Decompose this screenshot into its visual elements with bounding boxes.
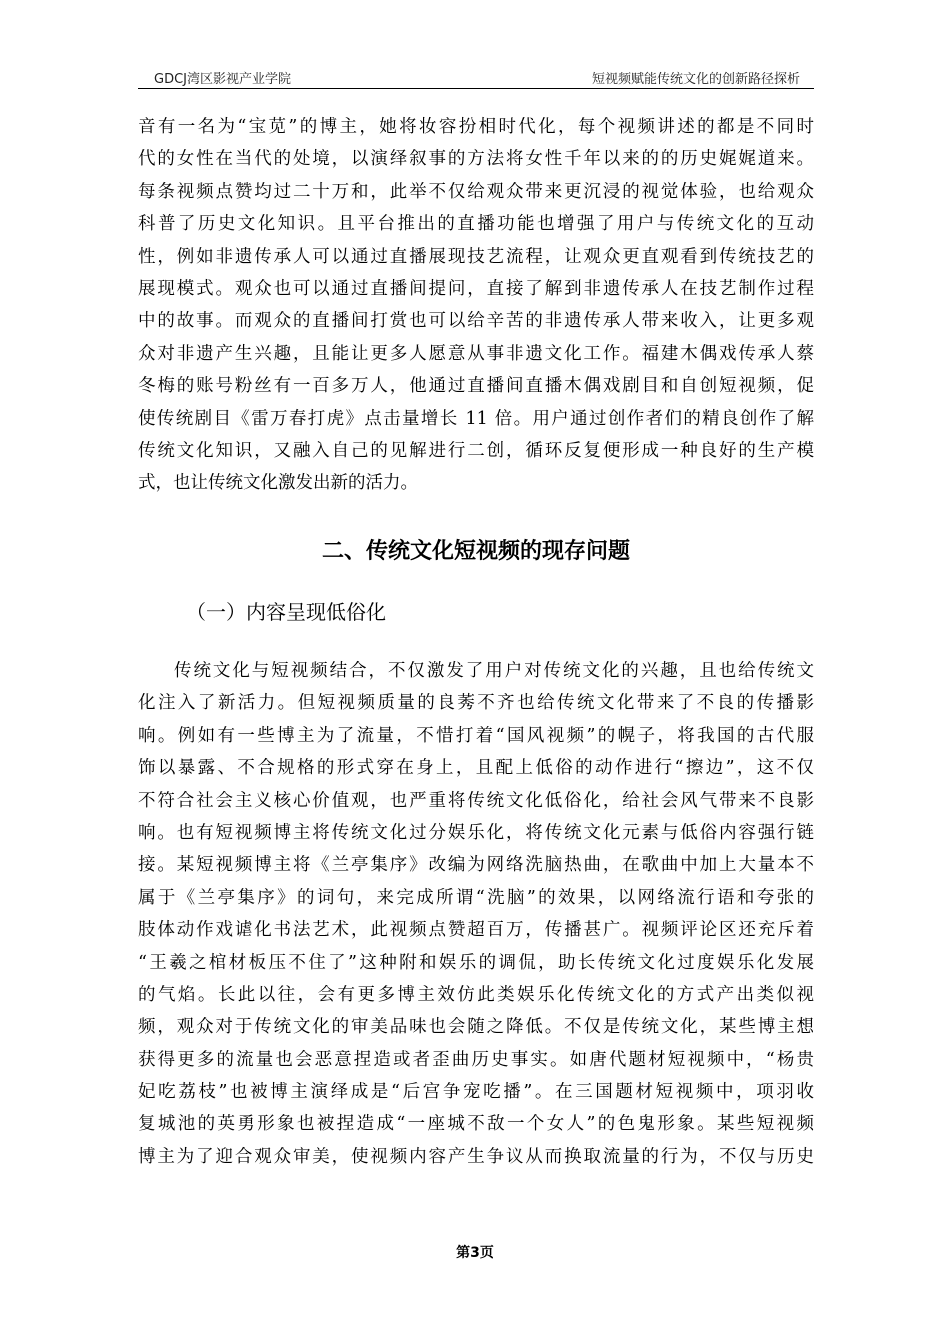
page-header	[138, 64, 814, 89]
page-number: 第3页	[456, 1245, 494, 1261]
text-line: 展现模式。观众也可以通过直播间提问，直接了解到非遗传承人在技艺制作过程	[138, 278, 814, 299]
text-line: 肢体动作戏谑化书法艺术，此视频点赞超百万，传播甚广。视频评论区还充斥着	[138, 920, 814, 941]
text-line: 传统文化知识，又融入自己的见解进行二创，循环反复便形成一种良好的生产模	[138, 440, 814, 461]
text-line: 饰以暴露、不合规格的形式穿在身上，且配上低俗的动作进行“擦边”，这不仅	[138, 758, 814, 779]
text-line: 科普了历史文化知识。且平台推出的直播功能也增强了用户与传统文化的互动	[138, 214, 814, 235]
text-line: 响。例如有一些博主为了流量，不惜打着“国风视频”的幌子，将我国的古代服	[138, 725, 814, 746]
text-line: 式，也让传统文化激发出新的活力。	[138, 473, 418, 494]
paragraph-body	[138, 655, 814, 1173]
section-heading: 二、传统文化短视频的现存问题	[321, 539, 630, 564]
text-line: 音有一名为“宝苋”的博主，她将妆容扮相时代化，每个视频讲述的都是不同时	[138, 117, 814, 137]
subsection-heading: （一）内容呈现低俗化	[186, 600, 386, 624]
header-paper-title: 短视频赋能传统文化的创新路径探析	[591, 72, 800, 87]
text-line: 每条视频点赞均过二十万和，此举不仅给观众带来更沉浸的视觉体验，也给观众	[138, 181, 814, 202]
text-line: 的气焰。长此以往，会有更多博主效仿此类娱乐化传统文化的方式产出类似视	[138, 984, 814, 1005]
text-line: 性，例如非遗传承人可以通过直播展现技艺流程，让观众更直观看到传统技艺的	[138, 246, 814, 267]
text-line: 妃吃荔枝”也被博主演绎成是“后宫争宠吃播”。在三国题材短视频中，项羽收	[138, 1082, 814, 1103]
text-line: 众对非遗产生兴趣，且能让更多人愿意从事非遗文化工作。福建木偶戏传承人蔡	[138, 343, 814, 364]
text-line: 冬梅的账号粉丝有一百多万人，他通过直播间直播木偶戏剧目和自创短视频，促	[138, 376, 814, 397]
text-line: 化注入了新活力。但短视频质量的良莠不齐也给传统文化带来了不良的传播影	[138, 693, 814, 714]
text-line: 属于《兰亭集序》的词句，来完成所谓“洗脑”的效果，以网络流行语和夸张的	[138, 887, 814, 908]
text-line: 使传统剧目《雷万春打虎》点击量增长 11 倍。用户通过创作者们的精良创作了解	[138, 408, 814, 429]
text-line: 频，观众对于传统文化的审美品味也会随之降低。不仅是传统文化，某些博主想	[138, 1017, 814, 1038]
text-line: 接。某短视频博主将《兰亭集序》改编为网络洗脑热曲，在歌曲中加上大量本不	[138, 855, 814, 876]
header-institution: GDCJ湾区影视产业学院	[154, 72, 291, 87]
text-line: 不符合社会主义核心价值观，也严重将传统文化低俗化，给社会风气带来不良影	[138, 790, 814, 811]
text-line: 获得更多的流量也会恶意捏造或者歪曲历史事实。如唐代题材短视频中，“杨贵	[138, 1049, 814, 1070]
paragraph-continued	[138, 111, 814, 500]
text-line: 代的女性在当代的处境，以演绎叙事的方法将女性千年以来的的历史娓娓道来。	[138, 149, 814, 170]
text-line: 中的故事。而观众的直播间打赏也可以给辛苦的非遗传承人带来收入，让更多观	[138, 311, 814, 332]
text-line: 响。也有短视频博主将传统文化过分娱乐化，将传统文化元素与低俗内容强行链	[138, 822, 814, 843]
text-line: 复城池的英勇形象也被捏造成“一座城不敌一个女人”的色鬼形象。某些短视频	[138, 1114, 814, 1135]
text-line: “王羲之棺材板压不住了”这种附和娱乐的调侃，助长传统文化过度娱乐化发展	[138, 952, 814, 973]
text-line: 博主为了迎合观众审美，使视频内容产生争议从而换取流量的行为，不仅与历史	[138, 1146, 814, 1167]
text-line: 传统文化与短视频结合，不仅激发了用户对传统文化的兴趣，且也给传统文	[174, 661, 814, 681]
